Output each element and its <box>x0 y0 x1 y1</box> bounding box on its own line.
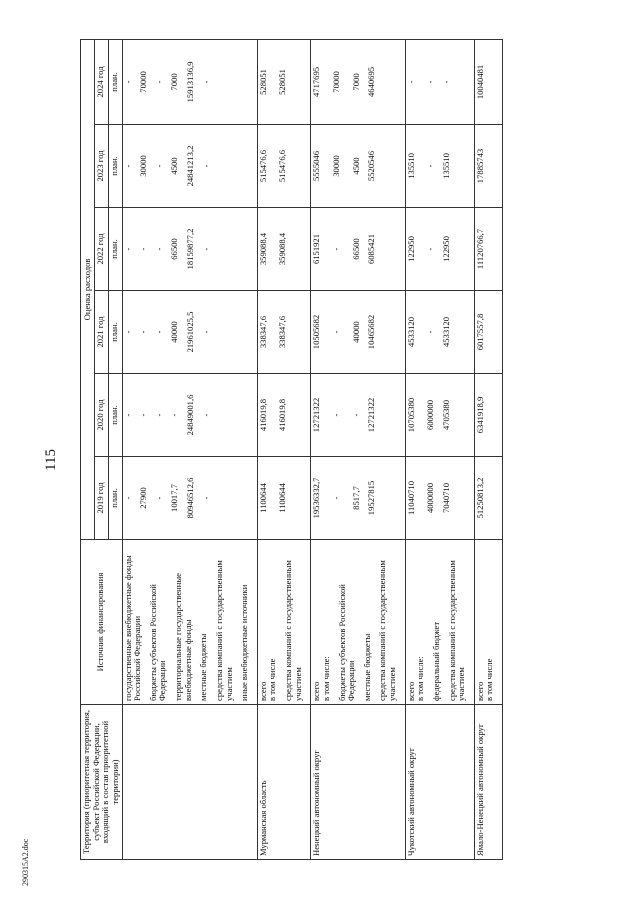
estimate-header: Оценка расходов <box>81 39 95 539</box>
plan-header: план. <box>108 374 122 457</box>
source-label: всего в том числе: <box>311 656 331 701</box>
source-label: бюджеты субъектов Российской Федерации <box>147 584 168 701</box>
year-header: 2021 год <box>94 291 108 374</box>
year-header: 2020 год <box>94 374 108 457</box>
plan-header: план. <box>108 291 122 374</box>
value-cell: 11040710 4000000 7040710 <box>405 457 474 540</box>
table-row-group <box>405 39 474 859</box>
value-cell: 338347,6 338347,6 <box>257 291 311 374</box>
plan-header: план. <box>108 457 122 540</box>
rotated-table-container <box>80 40 625 860</box>
year-header: 2022 год <box>94 208 108 291</box>
value-cell: 416019,8 416019,8 <box>257 374 311 457</box>
value-cell: 10505682 - 40000 10465682 <box>311 291 405 374</box>
source-label: всего в том числе <box>474 658 495 701</box>
territory-cell <box>122 705 257 860</box>
value-cell: 5555046 30000 4500 5520546 <box>311 125 405 208</box>
source-label: средства компаний с государственным участием <box>213 560 234 701</box>
source-cell <box>257 540 311 705</box>
source-label: территориальные государственные внебюджетные фонды <box>173 573 193 701</box>
year-header: 2019 год <box>94 457 108 540</box>
value-cell: 6151921 - 66500 6085421 <box>311 208 405 291</box>
territory-cell: Ненецкий автономный округ <box>311 705 405 860</box>
source-label: федеральный бюджет <box>430 621 441 701</box>
value-cell: 51250813,2 <box>474 457 502 540</box>
value-cell: - 70000 - 7000 15913136,9 - <box>122 39 257 124</box>
value-cell: 135510 - 135510 <box>405 125 474 208</box>
value-cell: 11120766,7 <box>474 208 502 291</box>
value-cell: 12721322 - - 12721322 <box>311 374 405 457</box>
value-cell: 6341918,9 <box>474 374 502 457</box>
table-body-yamal <box>474 39 502 859</box>
table-body-nenets <box>311 39 405 859</box>
value-cell: 4717695 70000 7000 4640695 <box>311 39 405 124</box>
plan-header: план. <box>108 125 122 208</box>
value-cell: 19536332,7 - 8517,7 19527815 <box>311 457 405 540</box>
source-cell <box>474 540 502 705</box>
value-cell: - - - 66500 18159877,2 - <box>122 208 257 291</box>
source-label: бюджеты субъектов Российской Федерации <box>336 584 357 701</box>
value-cell: 122950 - 122950 <box>405 208 474 291</box>
plan-header: план. <box>108 208 122 291</box>
source-label: средства компаний с государственным участием <box>377 560 397 701</box>
source-label: всего в том числе: <box>405 656 426 701</box>
value-cell: 10705380 6000000 4705380 <box>405 374 474 457</box>
value-cell: 17885743 <box>474 125 502 208</box>
footer-file-name: 290315A2.doc <box>21 838 30 886</box>
source-label: местные бюджеты <box>361 633 372 701</box>
value-cell: - - - 40000 21961025,5 - <box>122 291 257 374</box>
value-cell: 515476,6 515476,6 <box>257 125 311 208</box>
value-cell: - - - - 24849001,6 - <box>122 374 257 457</box>
value-cell: 528051 528051 <box>257 39 311 124</box>
source-cell <box>122 540 257 705</box>
value-cell: - 30000 - 4500 24841213,2 - <box>122 125 257 208</box>
page-number: 115 <box>43 449 59 471</box>
table-row-group <box>122 39 257 859</box>
source-header: Источник финансирования <box>81 540 123 705</box>
plan-header: план. <box>108 39 122 124</box>
table-row-group <box>257 39 311 859</box>
year-header: 2023 год <box>94 125 108 208</box>
value-cell: 1100644 1100644 <box>257 457 311 540</box>
table-row-group <box>311 39 405 859</box>
table-body-chukotka <box>405 39 474 859</box>
year-header: 2024 год <box>94 39 108 124</box>
value-cell: 6017557,8 <box>474 291 502 374</box>
territory-header: Территория (приоритетная территория, субъект Российской Федерации, входящий в состав приоритетной территории) <box>81 705 123 860</box>
value-cell: 10040481 <box>474 39 502 124</box>
value-cell: - 27900 - 10017,7 80946512,6 - <box>122 457 257 540</box>
source-cell <box>405 540 474 705</box>
territory-cell: Мурманская область <box>257 705 311 860</box>
source-label: средства компаний с государственным участием <box>446 560 467 701</box>
table-body <box>122 39 257 859</box>
source-label: государственные внебюджетные фонды Российской Федерации <box>122 555 143 701</box>
value-cell: 4533120 - 4533120 <box>405 291 474 374</box>
territory-cell: Ямало-Ненецкий автономный округ <box>474 705 502 860</box>
value-cell: - - - <box>405 39 474 124</box>
source-label: иные внебюджетные источники <box>239 584 250 701</box>
source-label: средства компаний с государственным участием <box>283 560 303 701</box>
source-cell <box>311 540 405 705</box>
source-label: местные бюджеты <box>198 633 209 701</box>
territory-cell: Чукотский автономный округ <box>405 705 474 860</box>
source-label: всего в том числе <box>257 658 278 701</box>
table-body-murmansk <box>257 39 311 859</box>
value-cell: 359088,4 359088,4 <box>257 208 311 291</box>
table-row-group <box>474 39 502 859</box>
expenditure-table <box>80 39 503 860</box>
